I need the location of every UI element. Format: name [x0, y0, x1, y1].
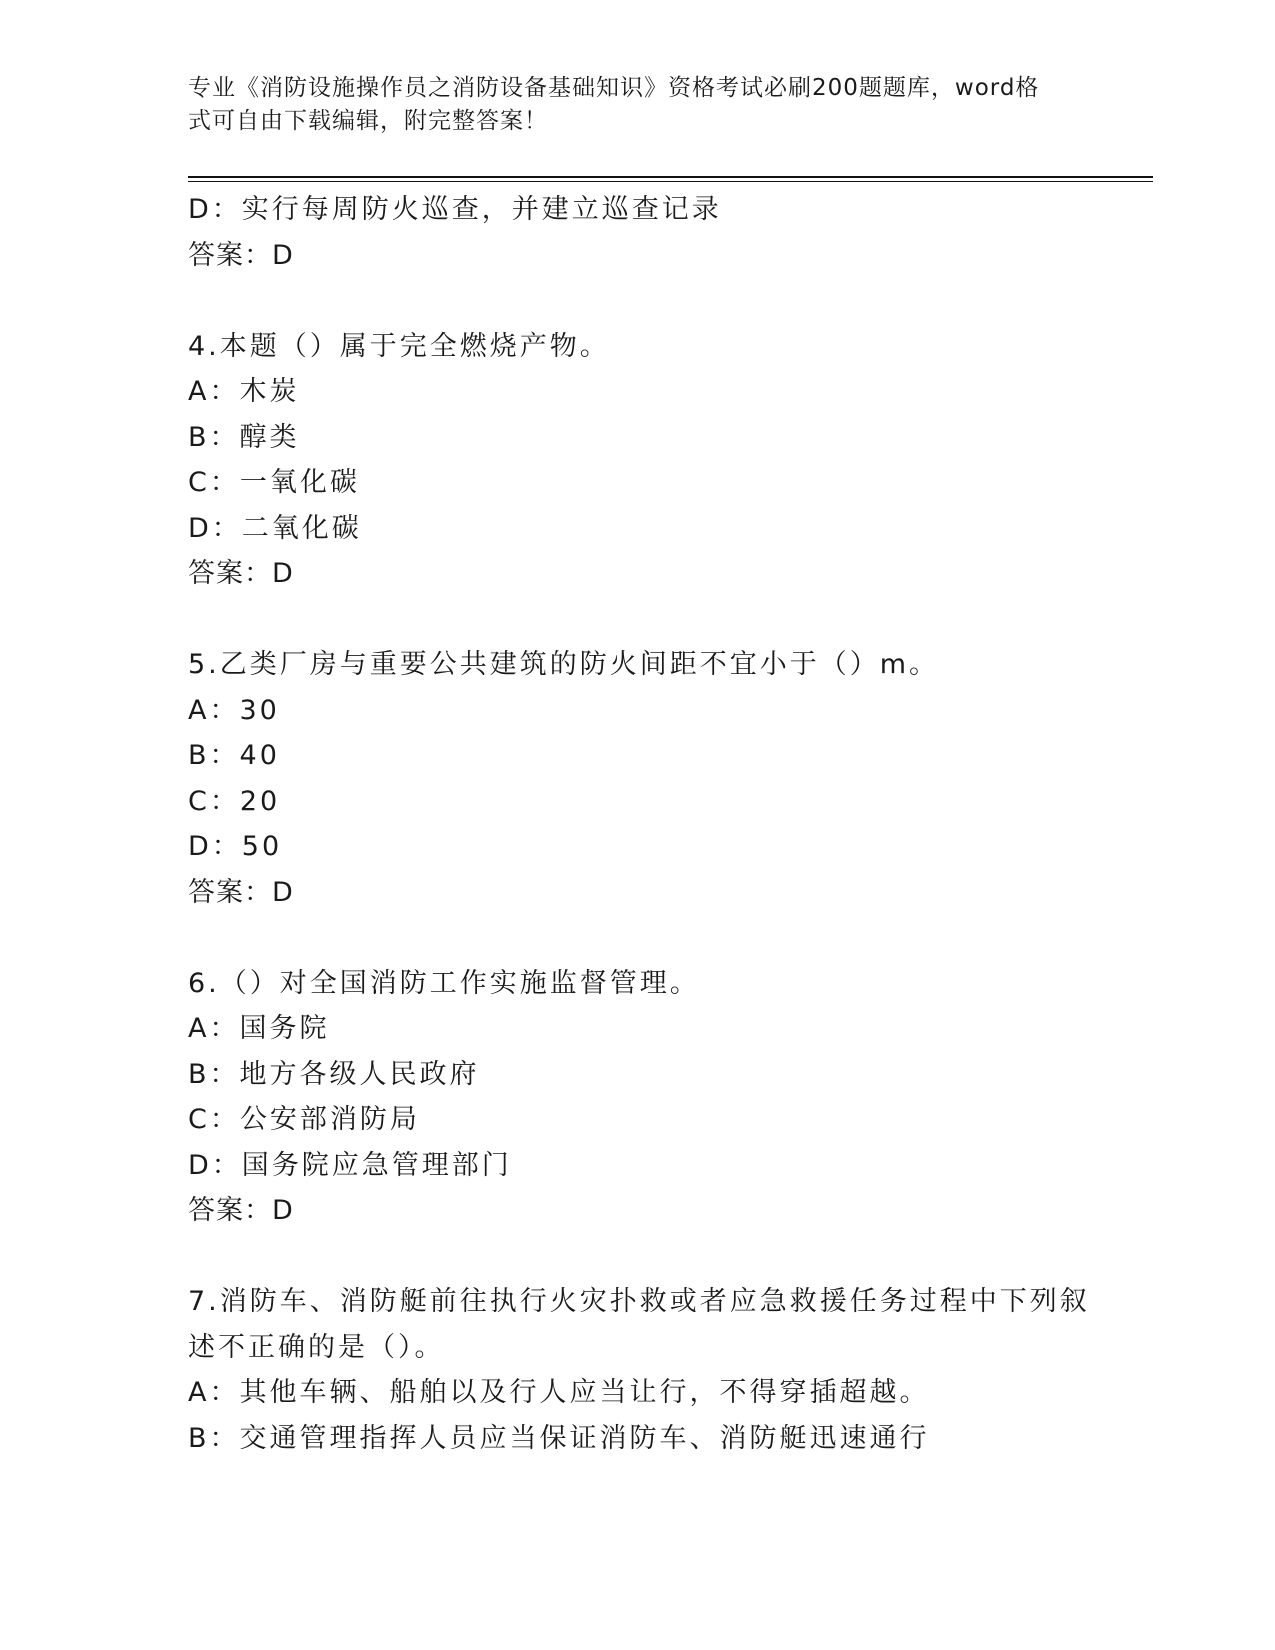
q7-option-a: A：其他车辆、船舶以及行人应当让行，不得穿插超越。 — [188, 1377, 930, 1408]
q6-option-d: D：国务院应急管理部门 — [188, 1149, 512, 1181]
document-header — [188, 72, 1088, 138]
q7-stem-line-2: 述不正确的是（）。 — [188, 1331, 445, 1363]
q4-stem: 4.本题（）属于完全燃烧产物。 — [188, 330, 610, 362]
q5-answer: 答案：D — [188, 876, 294, 908]
header-divider-thin — [188, 181, 1153, 182]
q5-option-a: A：30 — [188, 694, 280, 726]
q3-answer: 答案：D — [188, 239, 294, 271]
q4-option-a: A：木炭 — [188, 376, 300, 407]
header-title-line-2: 式可自由下载编辑，附完整答案！ — [188, 108, 548, 134]
q5-option-d: D：50 — [188, 831, 283, 862]
q4-option-c: C：一氧化碳 — [188, 467, 360, 498]
q5-stem: 5.乙类厂房与重要公共建筑的防火间距不宜小于（）m。 — [188, 649, 940, 680]
q4-answer: 答案：D — [188, 558, 294, 589]
q4-option-b: B：醇类 — [188, 421, 300, 453]
q5-option-b: B：40 — [188, 740, 280, 771]
q6-option-c: C：公安部消防局 — [188, 1104, 420, 1135]
q5-option-c: C：20 — [188, 785, 281, 817]
q6-option-b: B：地方各级人民政府 — [188, 1058, 480, 1090]
q3-option-d: D：实行每周防火巡查，并建立巡查记录 — [188, 194, 722, 225]
q7-option-b: B：交通管理指挥人员应当保证消防车、消防艇迅速通行 — [188, 1422, 930, 1454]
q7-stem-line-1: 7.消防车、消防艇前往执行火灾扑救或者应急救援任务过程中下列叙 — [188, 1286, 1090, 1317]
question-list — [188, 187, 1088, 1461]
q4-option-d: D：二氧化碳 — [188, 512, 362, 544]
q6-answer: 答案：D — [188, 1195, 294, 1226]
q6-stem: 6.（）对全国消防工作实施监督管理。 — [188, 967, 700, 999]
header-title-line-1: 专业《消防设施操作员之消防设备基础知识》资格考试必刷200题题库，word格 — [188, 75, 1040, 101]
q6-option-a: A：国务院 — [188, 1013, 330, 1044]
header-divider-thick — [188, 176, 1153, 178]
